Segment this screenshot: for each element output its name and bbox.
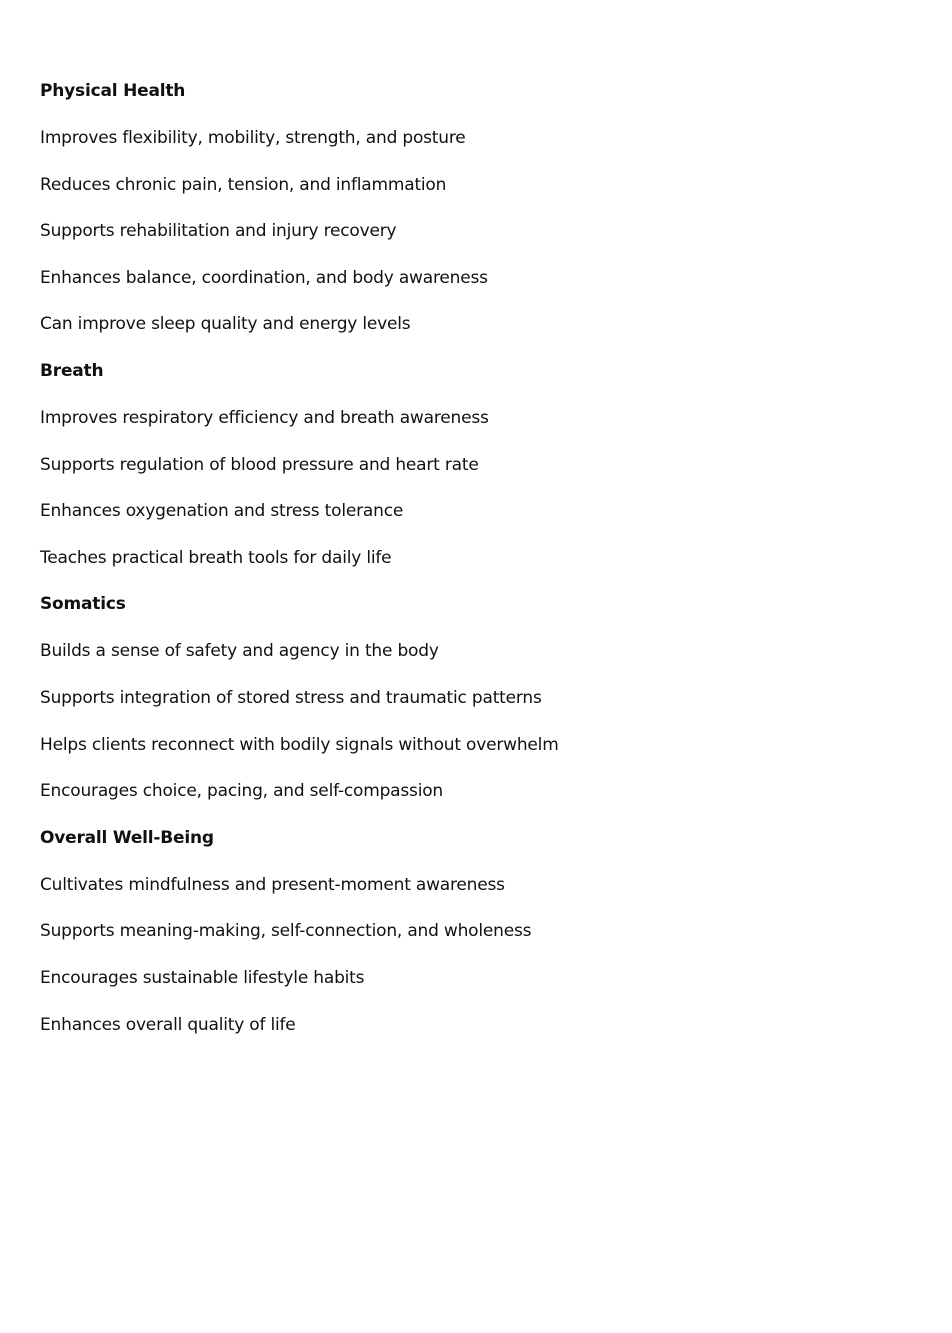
list-item: Builds a sense of safety and agency in the body	[40, 641, 439, 662]
section-somatics	[40, 593, 900, 803]
list-item: Encourages sustainable lifestyle habits	[40, 967, 365, 988]
list-item: Enhances balance, coordination, and body awareness	[40, 267, 488, 288]
section-heading: Breath	[40, 360, 104, 381]
list-item: Enhances oxygenation and stress tolerance	[40, 501, 404, 522]
list-item: Supports regulation of blood pressure and heart rate	[40, 454, 479, 475]
section-heading: Overall Well-Being	[40, 827, 214, 848]
list-item: Helps clients reconnect with bodily signals without overwhelm	[40, 734, 559, 755]
list-item: Cultivates mindfulness and present-moment awareness	[40, 874, 505, 895]
benefits-list	[40, 80, 900, 1060]
section-heading: Physical Health	[40, 81, 186, 101]
list-item: Improves flexibility, mobility, strength, and posture	[40, 128, 466, 148]
list-item: Teaches practical breath tools for daily life	[40, 547, 392, 568]
section-overall-well-being	[40, 827, 900, 1037]
section-heading: Somatics	[40, 594, 126, 615]
list-item: Supports integration of stored stress and traumatic patterns	[40, 687, 542, 708]
list-item: Improves respiratory efficiency and breath awareness	[40, 407, 489, 428]
section-breath	[40, 360, 900, 570]
list-item: Supports meaning-making, self-connection, and wholeness	[40, 921, 532, 942]
list-item: Can improve sleep quality and energy levels	[40, 314, 411, 335]
list-item: Enhances overall quality of life	[40, 1014, 296, 1035]
list-item: Encourages choice, pacing, and self-compassion	[40, 781, 444, 802]
list-item: Supports rehabilitation and injury recovery	[40, 221, 397, 242]
section-physical-health	[40, 80, 900, 336]
list-item: Reduces chronic pain, tension, and inflammation	[40, 174, 447, 195]
